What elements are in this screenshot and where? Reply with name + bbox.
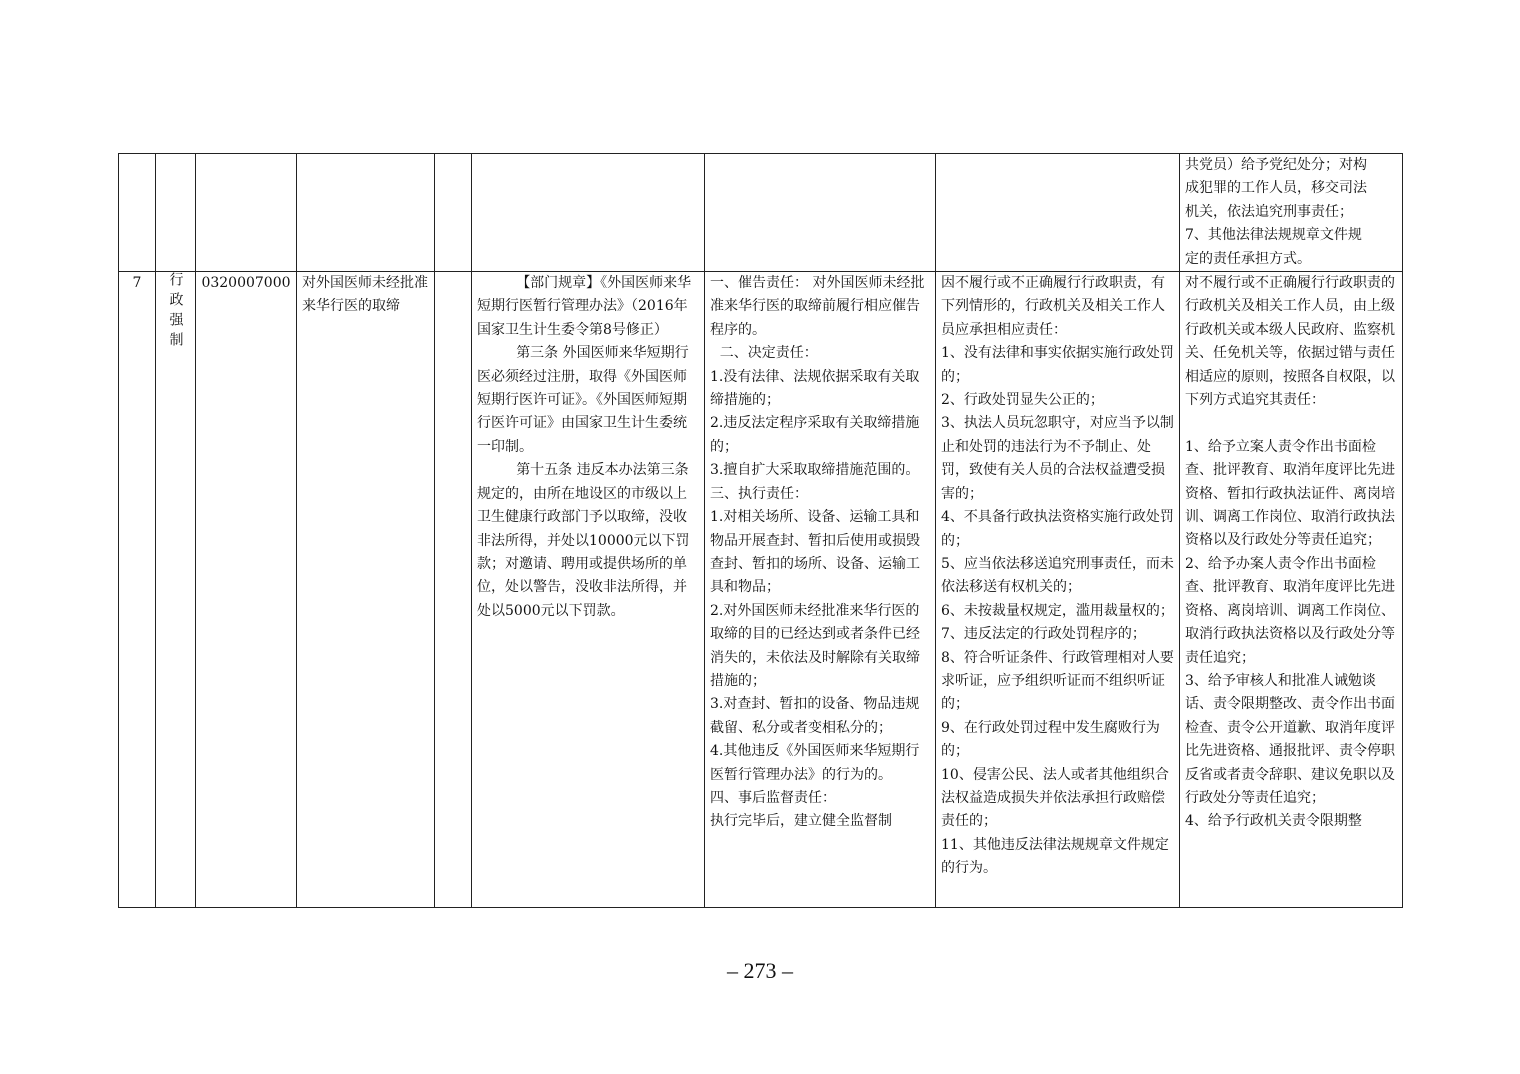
- item-accountability: [1180, 272, 1403, 908]
- responsibility-line: 三、执行责任：: [710, 485, 808, 502]
- item-basis: [472, 272, 705, 908]
- circumstance-line: 5、应当依法移送追究刑事责任，而未依法移送有权机关的；: [941, 555, 1174, 596]
- item-category-text: 行政强制: [167, 272, 184, 353]
- item-code: 0320007000: [196, 272, 297, 908]
- basis-paragraph: 第十五条 违反本办法第三条规定的，由所在地设区的市级以上卫生健康行政部门予以取缔，没收非法所得，并处以10000元以下罚款；对邀请、聘用或提供场所的单位，处以警告，没收非法所得，并处以5000元以下罚款。: [477, 462, 690, 619]
- page-number: – 273 –: [727, 958, 793, 983]
- circumstance-line: 1、没有法律和事实依据实施行政处罚的；: [941, 345, 1174, 385]
- text-line: 共党员）给予党纪处分；对构: [1185, 157, 1367, 173]
- circumstance-line: 11、其他违反法律法规规章文件规定的行为。: [941, 836, 1169, 877]
- circumstance-line: 2、行政处罚显失公正的；: [941, 392, 1104, 409]
- responsibility-line: 1.对相关场所、设备、运输工具和物品开展查封、暂扣后使用或损毁查封、暂扣的场所、设备、运输工具和物品；: [710, 509, 920, 596]
- circumstance-line: 4、不具备行政执法资格实施行政处罚的；: [941, 509, 1174, 549]
- item-blank: [435, 272, 472, 908]
- responsibility-line: 四、事后监督责任：: [710, 789, 836, 806]
- cell-blank-empty: [435, 154, 472, 272]
- cell-code-empty: [196, 154, 297, 272]
- cell-category-empty: [156, 154, 196, 272]
- responsibility-line: 2.对外国医师未经批准来华行医的取缔的目的已经达到或者条件已经消失的，未依法及时解除有关取缔措施的；: [710, 602, 920, 689]
- item-seq: 7: [119, 272, 156, 908]
- responsibility-line: 执行完毕后，建立健全监督制: [710, 813, 892, 830]
- item-circumstances: [936, 272, 1180, 908]
- table-row-item-7: [119, 272, 1403, 908]
- circumstance-line: 10、侵害公民、法人或者其他组织合法权益造成损失并依法承担行政赔偿责任的；: [941, 766, 1169, 830]
- responsibility-line: 1.没有法律、法规依据采取有关取缔措施的；: [710, 368, 920, 409]
- responsibility-line: 2.违反法定程序采取有关取缔措施的；: [710, 415, 920, 455]
- text-line: 机关，依法追究刑事责任；: [1185, 203, 1353, 220]
- accountability-spacer: [1185, 412, 1397, 435]
- text-line: 7、其他法律法规规章文件规: [1185, 227, 1362, 244]
- item-category: [156, 272, 196, 908]
- cell-name-empty: [297, 154, 435, 272]
- item-name: 对外国医师未经批准来华行医的取缔: [297, 272, 435, 908]
- responsibility-line: 一、催告责任： 对外国医师未经批准来华行医的取缔前履行相应催告程序的。: [710, 275, 925, 338]
- responsibility-line: 3.擅自扩大采取取缔措施范围的。: [710, 462, 920, 479]
- responsibility-line: 4.其他违反《外国医师来华短期行医暂行管理办法》的行为的。: [710, 743, 920, 783]
- accountability-line: 4、给予行政机关责令限期整: [1185, 813, 1362, 830]
- text-line: 成犯罪的工作人员，移交司法: [1185, 180, 1367, 197]
- accountability-table: [118, 153, 1403, 908]
- circumstance-line: 因不履行或不正确履行行政职责，有下列情形的，行政机关及相关工作人员应承担相应责任：: [941, 275, 1165, 338]
- cell-responsibility-empty: [705, 154, 936, 272]
- basis-paragraph: 第三条 外国医师来华短期行医必须经过注册，取得《外国医师短期行医许可证》。《外国医师短期行医许可证》由国家卫生计生委统一印制。: [477, 345, 689, 455]
- circumstance-line: 7、违反法定的行政处罚程序的；: [941, 626, 1146, 643]
- responsibility-line: 3.对查封、暂扣的设备、物品违规截留、私分或者变相私分的；: [710, 696, 920, 736]
- cell-basis-empty: [472, 154, 705, 272]
- text-line: 定的责任承担方式。: [1185, 250, 1311, 267]
- circumstance-line: 3、执法人员玩忽职守，对应当予以制止和处罚的违法行为不予制止、处罚，致使有关人员的合法权益遭受损害的；: [941, 415, 1174, 502]
- circumstance-line: 9、在行政处罚过程中发生腐败行为的；: [941, 719, 1160, 760]
- circumstance-line: 8、符合听证条件、行政管理相对人要求听证，应予组织听证而不组织听证的；: [941, 649, 1174, 713]
- responsibility-line: 二、决定责任：: [719, 345, 818, 362]
- circumstance-line: 6、未按裁量权规定，滥用裁量权的；: [941, 602, 1174, 619]
- cell-accountability-continued: [1180, 154, 1403, 272]
- accountability-line: 对不履行或不正确履行行政职责的行政机关及相关工作人员，由上级行政机关或本级人民政府、监察机关、任免机关等，依据过错与责任相适应的原则，按照各自权限，以下列方式追究其责任：: [1185, 275, 1395, 409]
- basis-paragraph: 【部门规章】《外国医师来华短期行医暂行管理办法》（2016年国家卫生计生委令第8号修正）: [477, 275, 692, 338]
- accountability-line: 3、给予审核人和批准人诫勉谈话、责令限期整改、责令作出书面检查、责令公开道歉、取消年度评比先进资格、通报批评、责令停职反省或者责令辞职、建议免职以及行政处分等责任追究；: [1185, 672, 1395, 806]
- cell-seq-empty: [119, 154, 156, 272]
- item-responsibility: [705, 272, 936, 908]
- accountability-line: 2、给予办案人责令作出书面检查、批评教育、取消年度评比先进资格、离岗培训、调离工作岗位、取消行政执法资格以及行政处分等责任追究；: [1185, 555, 1395, 666]
- accountability-line: 1、给予立案人责令作出书面检查、批评教育、取消年度评比先进资格、暂扣行政执法证件、离岗培训、调离工作岗位、取消行政执法资格以及行政处分等责任追究；: [1185, 438, 1395, 549]
- cell-circumstances-empty: [936, 154, 1180, 272]
- table-row-continued: [119, 154, 1403, 272]
